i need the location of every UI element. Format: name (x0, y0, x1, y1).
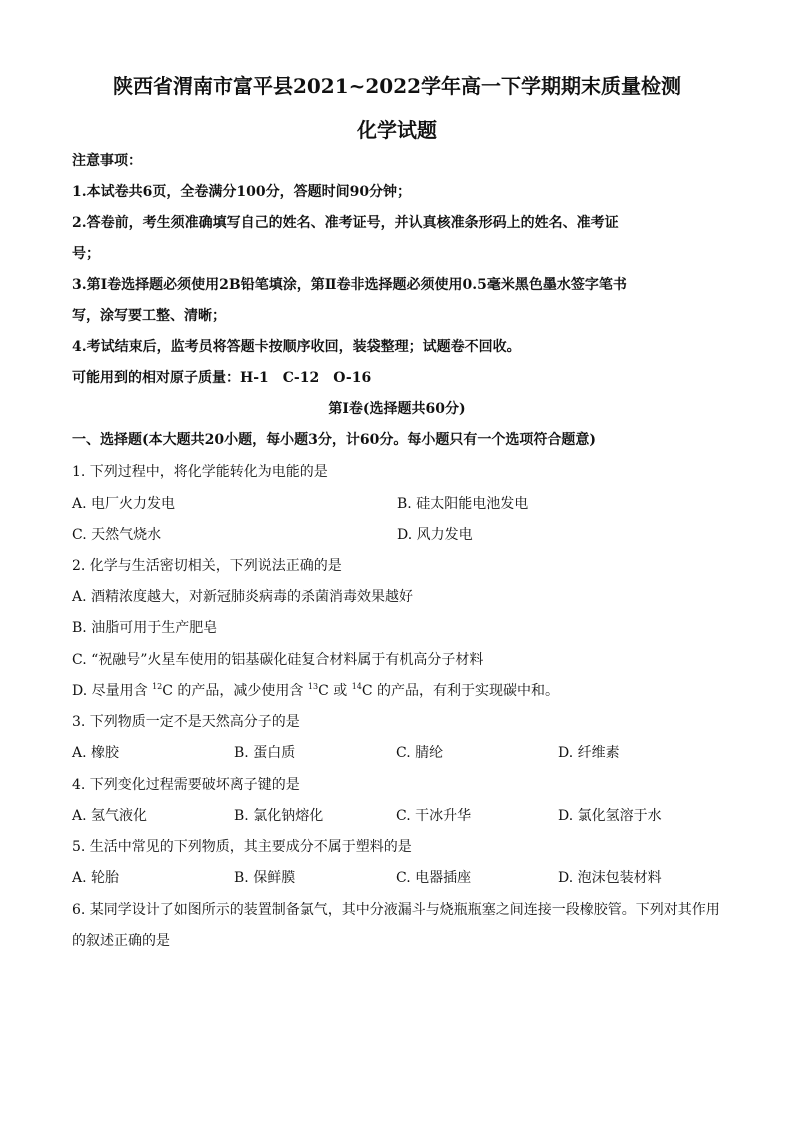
isotope-mass-12: 12 (152, 682, 163, 691)
q4-option-b: B. 氯化钠熔化 (234, 808, 324, 824)
q3-stem: 3. 下列物质一定不是天然高分子的是 (72, 714, 300, 730)
note-3-line-2: 写，涂写要工整、清晰； (72, 308, 226, 324)
note-2-line-1: 2.答卷前，考生须准确填写自己的姓名、准考证号，并认真核准条形码上的姓名、准考证 (72, 215, 619, 231)
q3-option-b: B. 蛋白质 (234, 745, 296, 761)
q2-d-mid-2: C 或 (318, 683, 352, 699)
q3-option-a: A. 橡胶 (72, 745, 120, 761)
q5-option-c: C. 电器插座 (396, 870, 472, 886)
q1-option-d: D. 风力发电 (397, 527, 473, 543)
q5-stem: 5. 生活中常见的下列物质，其主要成分不属于塑料的是 (72, 839, 412, 855)
q2-option-b: B. 油脂可用于生产肥皂 (72, 620, 218, 636)
exam-title: 陕西省渭南市富平县2021~2022学年高一下学期期末质量检测 (112, 74, 682, 98)
note-4: 4.考试结束后，监考员将答题卡按顺序收回，装袋整理；试题卷不回收。 (72, 339, 521, 355)
q5-option-d: D. 泡沫包装材料 (558, 870, 662, 886)
q2-option-c: C. “祝融号”火星车使用的铝基碳化硅复合材料属于有机高分子材料 (72, 652, 484, 668)
q4-stem: 4. 下列变化过程需要破坏离子键的是 (72, 777, 300, 793)
q2-d-mid-1: C 的产品，减少使用含 (162, 683, 308, 699)
q2-stem: 2. 化学与生活密切相关，下列说法正确的是 (72, 558, 342, 574)
q4-option-a: A. 氢气液化 (72, 808, 148, 824)
q3-option-c: C. 腈纶 (396, 745, 444, 761)
q6-stem-line-1: 6. 某同学设计了如图所示的装置制备氯气，其中分液漏斗与烧瓶瓶塞之间连接一段橡胶管。下列对其作用 (72, 902, 720, 918)
q5-option-b: B. 保鲜膜 (234, 870, 296, 886)
q1-stem: 1. 下列过程中，将化学能转化为电能的是 (72, 464, 328, 480)
section-1-instruction: 一、选择题(本大题共20小题，每小题3分，计60分。每小题只有一个选项符合题意) (72, 432, 596, 448)
note-3-line-1: 3.第Ⅰ卷选择题必须使用2B铅笔填涂，第Ⅱ卷非选择题必须使用0.5毫米黑色墨水签字笔书 (72, 277, 627, 293)
q1-option-b: B. 硅太阳能电池发电 (397, 496, 529, 512)
q4-option-d: D. 氯化氢溶于水 (558, 808, 662, 824)
q2-d-prefix: D. 尽量用含 (72, 683, 153, 699)
q1-option-c: C. 天然气烧水 (72, 527, 162, 543)
q4-option-c: C. 干冰升华 (396, 808, 472, 824)
notes-heading: 注意事项： (72, 153, 142, 169)
exam-subtitle: 化学试题 (357, 118, 437, 142)
isotope-mass-14: 14 (351, 682, 362, 691)
isotope-mass-13: 13 (307, 682, 319, 691)
note-2-line-2: 号； (72, 246, 100, 262)
q2-option-d (72, 681, 559, 701)
q5-option-a: A. 轮胎 (72, 870, 120, 886)
q2-option-a: A. 酒精浓度越大，对新冠肺炎病毒的杀菌消毒效果越好 (72, 589, 414, 605)
q1-option-a: A. 电厂火力发电 (72, 496, 176, 512)
note-1: 1.本试卷共6页，全卷满分100分，答题时间90分钟； (72, 184, 412, 200)
q3-option-d: D. 纤维素 (558, 745, 620, 761)
q2-d-suffix: C 的产品，有利于实现碳中和。 (361, 683, 560, 699)
section-1-heading: 第Ⅰ卷(选择题共60分) (328, 401, 466, 417)
atomic-mass-line: 可能用到的相对原子质量：H-1 C-12 O-16 (72, 370, 372, 386)
q6-stem-line-2: 的叙述正确的是 (72, 933, 170, 949)
